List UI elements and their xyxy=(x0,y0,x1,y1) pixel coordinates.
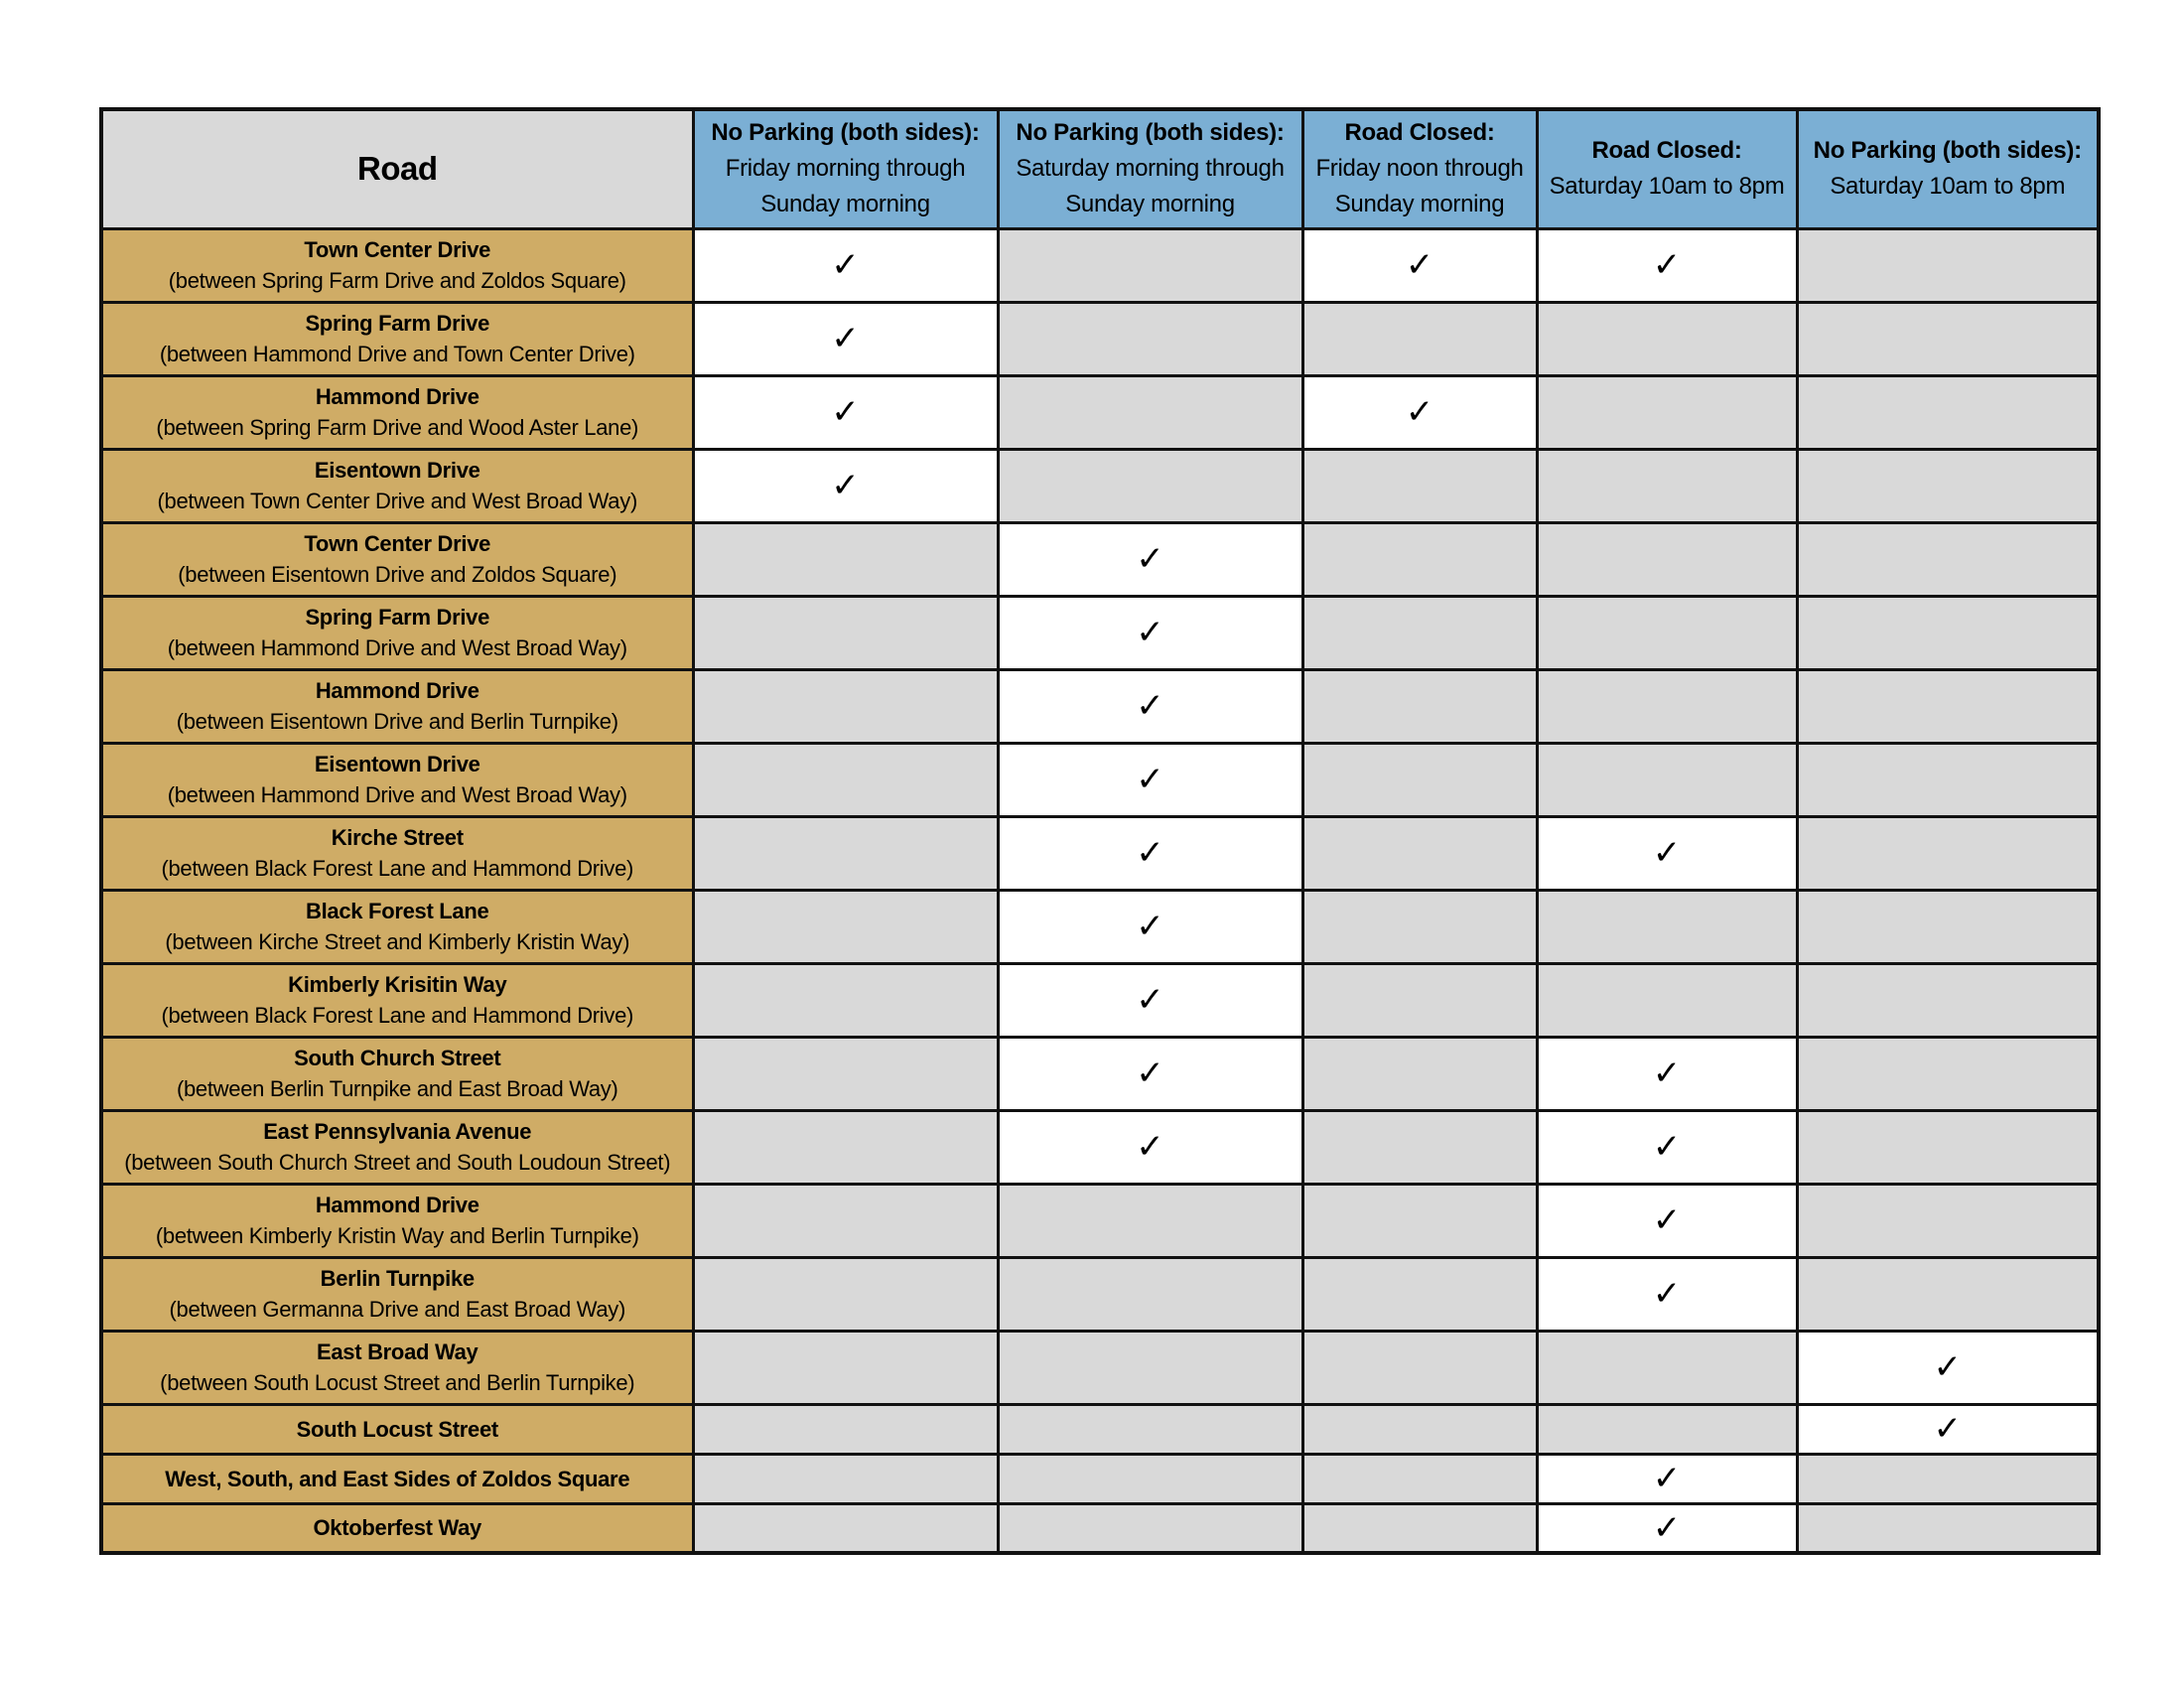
restriction-cell xyxy=(693,449,998,522)
road-cell xyxy=(101,449,693,522)
restriction-cell xyxy=(1537,743,1797,816)
table-row xyxy=(101,743,2099,816)
restriction-cell xyxy=(1302,743,1537,816)
column-header-detail: Sunday morning xyxy=(1334,191,1505,218)
table-row xyxy=(101,1404,2099,1454)
road-segment: (between Town Center Drive and West Broad Way) xyxy=(157,489,637,513)
road-name: Hammond Drive xyxy=(315,1193,479,1217)
column-header-5 xyxy=(1797,109,2099,228)
checkmark-icon: ✓ xyxy=(1652,1459,1682,1498)
road-cell xyxy=(101,743,693,816)
restriction-cell xyxy=(1797,1037,2099,1110)
column-header-1 xyxy=(693,109,998,228)
restriction-cell xyxy=(1537,522,1797,596)
road-cell xyxy=(101,596,693,669)
restriction-cell xyxy=(693,816,998,890)
checkmark-icon: ✓ xyxy=(1136,833,1164,873)
restriction-cell xyxy=(693,1110,998,1184)
checkmark-icon: ✓ xyxy=(1652,833,1682,873)
restriction-cell xyxy=(1797,1257,2099,1331)
road-cell xyxy=(101,1404,693,1454)
road-segment: (between Spring Farm Drive and Zoldos Square) xyxy=(168,268,626,293)
checkmark-icon: ✓ xyxy=(1405,245,1434,285)
checkmark-icon: ✓ xyxy=(1136,686,1164,726)
road-name: Spring Farm Drive xyxy=(305,311,490,336)
restriction-cell xyxy=(1537,1257,1797,1331)
restriction-cell xyxy=(1302,522,1537,596)
restriction-cell xyxy=(1537,375,1797,449)
column-header-title: No Parking (both sides): xyxy=(711,119,980,147)
restriction-cell xyxy=(1537,669,1797,743)
column-header-2 xyxy=(998,109,1302,228)
table-row xyxy=(101,963,2099,1037)
restriction-cell xyxy=(1302,1257,1537,1331)
restriction-cell xyxy=(1537,449,1797,522)
restriction-cell xyxy=(693,302,998,375)
restriction-cell xyxy=(998,1037,1302,1110)
table-row xyxy=(101,1454,2099,1503)
restriction-cell xyxy=(693,375,998,449)
road-name: Eisentown Drive xyxy=(314,752,480,776)
restriction-cell xyxy=(998,1404,1302,1454)
restriction-cell xyxy=(998,1257,1302,1331)
road-name: Hammond Drive xyxy=(315,678,479,703)
road-segment: (between Germanna Drive and East Broad Way) xyxy=(169,1297,625,1322)
road-name: Town Center Drive xyxy=(304,531,491,556)
road-name: South Church Street xyxy=(294,1046,501,1070)
checkmark-icon: ✓ xyxy=(831,392,860,432)
restriction-cell xyxy=(693,596,998,669)
restriction-cell xyxy=(998,375,1302,449)
road-cell xyxy=(101,890,693,963)
restriction-cell xyxy=(998,1503,1302,1553)
restriction-cell xyxy=(1537,816,1797,890)
column-header-title: Road Closed: xyxy=(1591,137,1742,165)
road-name: Oktoberfest Way xyxy=(313,1515,481,1541)
road-cell xyxy=(101,816,693,890)
checkmark-icon: ✓ xyxy=(1933,1409,1962,1449)
checkmark-icon: ✓ xyxy=(1652,1200,1682,1240)
road-segment: (between South Church Street and South Loudoun Street) xyxy=(124,1150,671,1175)
restriction-cell xyxy=(1302,816,1537,890)
road-name: East Broad Way xyxy=(317,1339,478,1364)
restriction-cell xyxy=(1537,302,1797,375)
column-header-detail: Saturday 10am to 8pm xyxy=(1549,173,1785,201)
road-name: Hammond Drive xyxy=(315,384,479,409)
restriction-cell xyxy=(998,743,1302,816)
column-header-detail: Sunday morning xyxy=(1065,191,1235,218)
restriction-cell xyxy=(1797,1503,2099,1553)
restriction-cell xyxy=(1302,890,1537,963)
road-segment: (between Kirche Street and Kimberly Kristin Way) xyxy=(165,929,630,954)
road-cell xyxy=(101,1257,693,1331)
road-segment: (between Berlin Turnpike and East Broad Way) xyxy=(176,1076,618,1101)
restriction-cell xyxy=(1797,743,2099,816)
checkmark-icon: ✓ xyxy=(1652,1127,1682,1167)
restriction-cell xyxy=(693,1331,998,1404)
road-name: East Pennsylvania Avenue xyxy=(263,1119,532,1144)
road-segment: (between Hammond Drive and West Broad Way) xyxy=(167,782,627,807)
column-header-title: No Parking (both sides): xyxy=(1813,137,2082,165)
column-header-title: No Parking (both sides): xyxy=(1016,119,1285,147)
restriction-cell xyxy=(693,669,998,743)
checkmark-icon: ✓ xyxy=(1136,760,1164,799)
road-segment: (between Eisentown Drive and Zoldos Square) xyxy=(178,562,617,587)
table-row xyxy=(101,1110,2099,1184)
restriction-cell xyxy=(693,1404,998,1454)
column-header-detail: Friday morning through xyxy=(725,155,966,183)
checkmark-icon: ✓ xyxy=(831,466,860,505)
table-row xyxy=(101,449,2099,522)
restriction-cell xyxy=(693,228,998,302)
restriction-cell xyxy=(693,1454,998,1503)
checkmark-icon: ✓ xyxy=(1136,907,1164,946)
checkmark-icon: ✓ xyxy=(1136,613,1164,652)
table-row xyxy=(101,375,2099,449)
restriction-cell xyxy=(1797,816,2099,890)
restriction-cell xyxy=(998,596,1302,669)
restriction-cell xyxy=(998,1184,1302,1257)
checkmark-icon: ✓ xyxy=(1652,1054,1682,1093)
restriction-cell xyxy=(998,1331,1302,1404)
restriction-cell xyxy=(1537,1184,1797,1257)
restriction-cell xyxy=(1797,1331,2099,1404)
road-cell xyxy=(101,1503,693,1553)
restriction-cell xyxy=(1537,596,1797,669)
table-row xyxy=(101,669,2099,743)
restriction-cell xyxy=(998,1454,1302,1503)
header-row xyxy=(101,109,2099,228)
restriction-cell xyxy=(1797,302,2099,375)
restriction-cell xyxy=(1302,1110,1537,1184)
road-name: South Locust Street xyxy=(296,1416,498,1442)
column-header-4 xyxy=(1537,109,1797,228)
column-header-detail: Friday noon through xyxy=(1315,155,1524,183)
restriction-cell xyxy=(1537,1110,1797,1184)
restriction-cell xyxy=(1797,890,2099,963)
restriction-cell xyxy=(998,522,1302,596)
road-column-header: Road xyxy=(101,109,693,228)
restriction-cell xyxy=(1537,228,1797,302)
table-row xyxy=(101,1037,2099,1110)
restriction-cell xyxy=(998,963,1302,1037)
restriction-cell xyxy=(1797,963,2099,1037)
road-name: Eisentown Drive xyxy=(314,458,480,483)
column-header-detail: Sunday morning xyxy=(760,191,930,218)
restriction-cell xyxy=(1302,1331,1537,1404)
restriction-cell xyxy=(1302,669,1537,743)
restriction-cell xyxy=(693,890,998,963)
restriction-cell xyxy=(1797,1110,2099,1184)
road-cell xyxy=(101,375,693,449)
table-row xyxy=(101,816,2099,890)
restriction-cell xyxy=(1302,228,1537,302)
restriction-cell xyxy=(1797,522,2099,596)
restriction-cell xyxy=(1797,596,2099,669)
restriction-cell xyxy=(998,1110,1302,1184)
road-cell xyxy=(101,522,693,596)
restriction-cell xyxy=(1797,449,2099,522)
restriction-cell xyxy=(998,449,1302,522)
road-name: Kimberly Krisitin Way xyxy=(288,972,507,997)
road-segment: (between Black Forest Lane and Hammond Drive) xyxy=(161,856,634,881)
restriction-cell xyxy=(1302,1454,1537,1503)
restriction-cell xyxy=(1302,596,1537,669)
road-segment: (between Black Forest Lane and Hammond Drive) xyxy=(161,1003,634,1028)
checkmark-icon: ✓ xyxy=(1933,1347,1962,1387)
road-cell xyxy=(101,1184,693,1257)
table-row xyxy=(101,1257,2099,1331)
checkmark-icon: ✓ xyxy=(1405,392,1434,432)
restriction-cell xyxy=(1797,1404,2099,1454)
restriction-cell xyxy=(1797,669,2099,743)
restriction-cell xyxy=(1302,375,1537,449)
road-segment: (between Spring Farm Drive and Wood Aster Lane) xyxy=(156,415,639,440)
checkmark-icon: ✓ xyxy=(831,245,860,285)
road-cell xyxy=(101,1454,693,1503)
checkmark-icon: ✓ xyxy=(1652,245,1682,285)
restriction-cell xyxy=(1537,1404,1797,1454)
restriction-cell xyxy=(1302,1184,1537,1257)
restriction-cell xyxy=(998,302,1302,375)
restriction-cell xyxy=(1797,1184,2099,1257)
table-row xyxy=(101,1331,2099,1404)
restriction-cell xyxy=(998,669,1302,743)
restriction-cell xyxy=(693,743,998,816)
road-name: West, South, and East Sides of Zoldos Square xyxy=(165,1466,630,1491)
restriction-cell xyxy=(1537,1503,1797,1553)
restriction-cell xyxy=(1537,1037,1797,1110)
column-header-detail: Saturday morning through xyxy=(1016,155,1285,183)
road-segment: (between Hammond Drive and Town Center Drive) xyxy=(159,342,635,366)
road-cell xyxy=(101,963,693,1037)
restriction-cell xyxy=(1537,1454,1797,1503)
restriction-cell xyxy=(1302,1503,1537,1553)
restriction-cell xyxy=(693,1503,998,1553)
column-header-title: Road Closed: xyxy=(1344,119,1495,147)
restriction-cell xyxy=(998,890,1302,963)
road-cell xyxy=(101,228,693,302)
checkmark-icon: ✓ xyxy=(1136,539,1164,579)
table-body xyxy=(101,228,2099,1553)
restriction-cell xyxy=(693,1257,998,1331)
restriction-cell xyxy=(1302,963,1537,1037)
restriction-cell xyxy=(998,816,1302,890)
road-name: Kirche Street xyxy=(331,825,464,850)
road-cell xyxy=(101,1110,693,1184)
restriction-cell xyxy=(1797,375,2099,449)
road-segment: (between South Locust Street and Berlin Turnpike) xyxy=(160,1370,635,1395)
restriction-cell xyxy=(1537,1331,1797,1404)
checkmark-icon: ✓ xyxy=(1136,980,1164,1020)
restriction-cell xyxy=(693,963,998,1037)
table-row xyxy=(101,596,2099,669)
column-header-3 xyxy=(1302,109,1537,228)
road-name: Black Forest Lane xyxy=(306,899,489,923)
road-name: Town Center Drive xyxy=(304,237,491,262)
checkmark-icon: ✓ xyxy=(831,319,860,358)
restriction-cell xyxy=(693,522,998,596)
road-name: Spring Farm Drive xyxy=(305,605,490,630)
table-row xyxy=(101,890,2099,963)
checkmark-icon: ✓ xyxy=(1136,1127,1164,1167)
table-row xyxy=(101,228,2099,302)
restriction-cell xyxy=(1302,449,1537,522)
road-cell xyxy=(101,1331,693,1404)
road-cell xyxy=(101,669,693,743)
restriction-cell xyxy=(1797,228,2099,302)
road-segment: (between Kimberly Kristin Way and Berlin Turnpike) xyxy=(155,1223,639,1248)
road-name: Berlin Turnpike xyxy=(320,1266,475,1291)
road-segment: (between Eisentown Drive and Berlin Turnpike) xyxy=(176,709,618,734)
restriction-cell xyxy=(1537,890,1797,963)
restriction-cell xyxy=(1302,1037,1537,1110)
restriction-cell xyxy=(1537,963,1797,1037)
road-closure-table xyxy=(99,107,2101,1555)
restriction-cell xyxy=(1302,1404,1537,1454)
checkmark-icon: ✓ xyxy=(1652,1507,1682,1548)
road-cell xyxy=(101,302,693,375)
table-row xyxy=(101,522,2099,596)
table-row xyxy=(101,1184,2099,1257)
table-row xyxy=(101,1503,2099,1553)
road-segment: (between Hammond Drive and West Broad Way) xyxy=(167,635,627,660)
restriction-cell xyxy=(998,228,1302,302)
road-cell xyxy=(101,1037,693,1110)
table-row xyxy=(101,302,2099,375)
restriction-cell xyxy=(1302,302,1537,375)
restriction-cell xyxy=(693,1184,998,1257)
column-header-detail: Saturday 10am to 8pm xyxy=(1830,173,2066,201)
restriction-cell xyxy=(693,1037,998,1110)
checkmark-icon: ✓ xyxy=(1136,1054,1164,1093)
restriction-cell xyxy=(1797,1454,2099,1503)
checkmark-icon: ✓ xyxy=(1652,1274,1682,1314)
